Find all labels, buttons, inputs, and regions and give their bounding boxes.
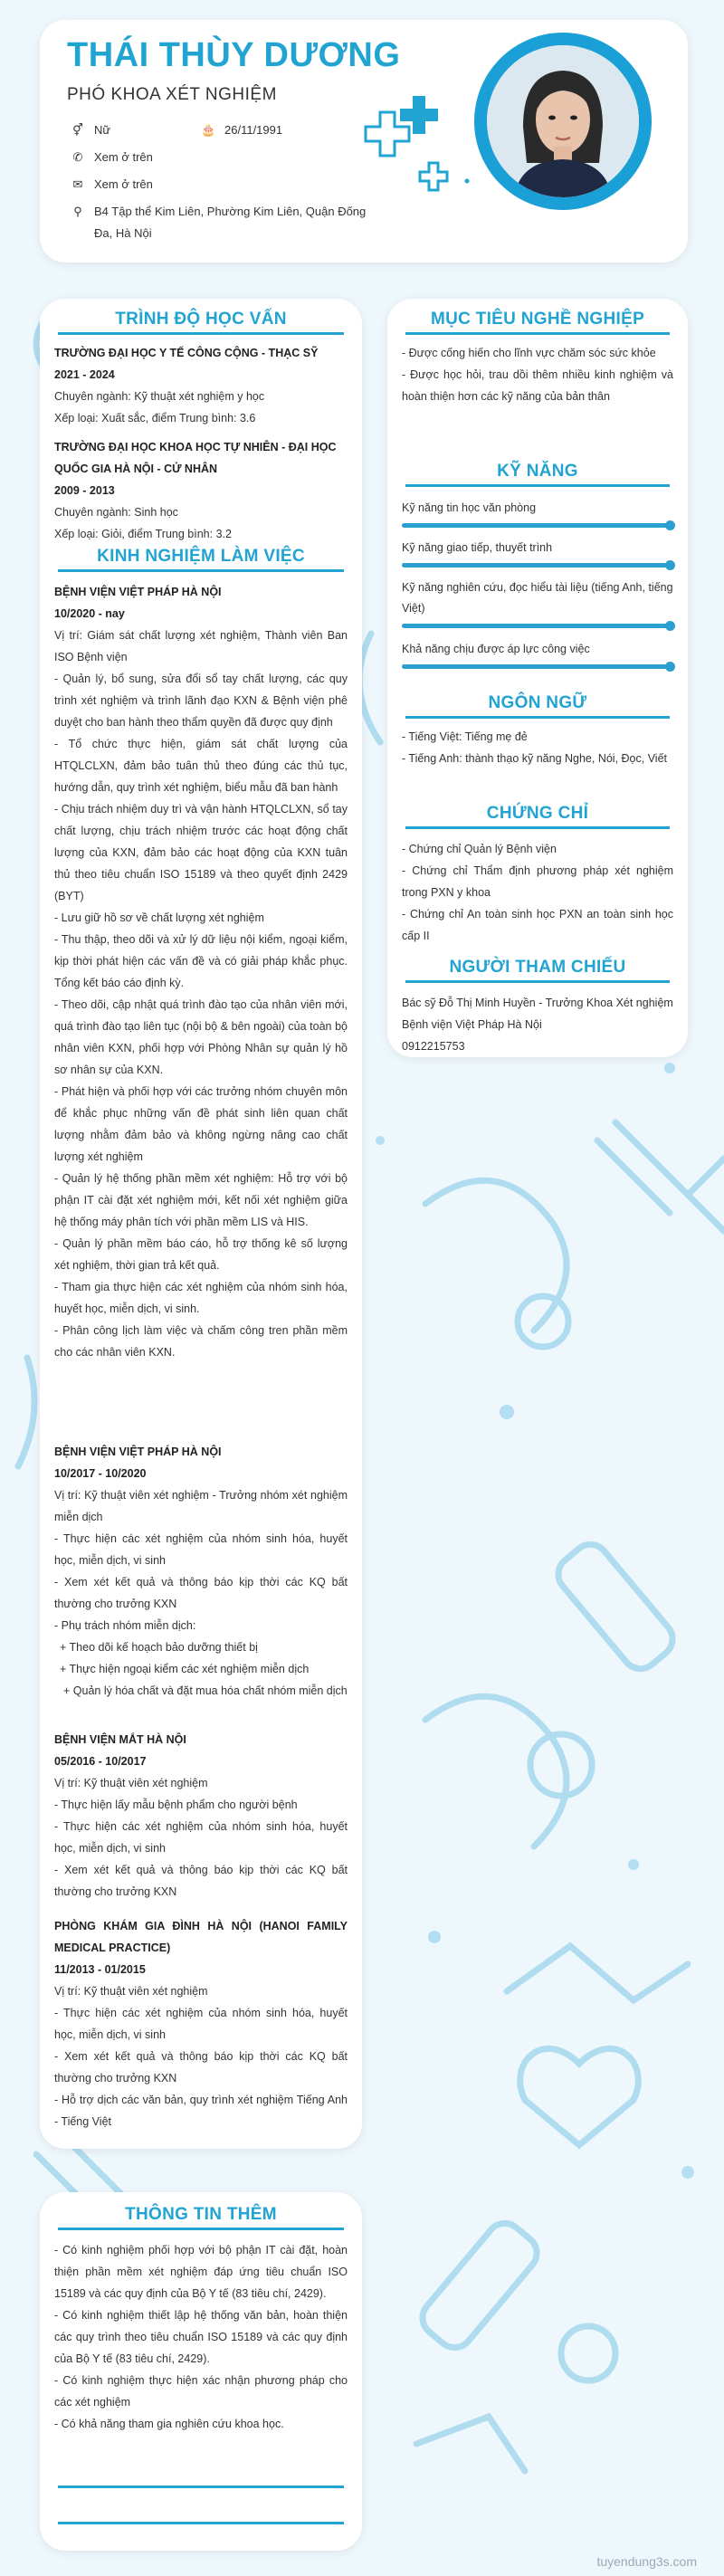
job-role: Vị trí: Giám sát chất lượng xét nghiệm, Thành viên Ban ISO Bệnh viện (54, 629, 348, 663)
job-subduty: + Quản lý hóa chất và đặt mua hóa chất nhóm miễn dịch (63, 1684, 348, 1697)
skill-name: Kỹ năng tin học văn phòng (402, 501, 537, 514)
divider-line (58, 2485, 344, 2488)
gender-icon: ⚥ (72, 123, 83, 137)
education-school: TRƯỜNG ĐẠI HỌC Y TẾ CÔNG CỘNG - THẠC SỸ (54, 347, 319, 359)
job-company: BỆNH VIỆN VIỆT PHÁP HÀ NỘI (54, 1445, 222, 1458)
additional-line: - Có kinh nghiệm phối hợp với bộ phận IT cài đặt, hoàn thiện phần mềm xét nghiệm đáp ứng tiêu chuẩn ISO 15189 và các quy định của Bộ Y tế (83 tiêu chí, 2429). (54, 2244, 348, 2300)
job-duty: - Chịu trách nhiệm duy trì và vận hành HTQLCLXN, sổ tay chất lượng, chịu trách nhiệm trước các hoạt động chất lượng của KXN, đảm bảo các hoạt động của KXN tuân thủ theo tiêu chuẩn ISO 15189 và theo quyết định 2429 (BYT) (54, 803, 348, 902)
address-row (71, 201, 387, 244)
profile-photo (474, 33, 652, 210)
job-1 (54, 581, 348, 1363)
job-duty: - Phụ trách nhóm miễn dịch: (54, 1619, 196, 1632)
education-school: TRƯỜNG ĐẠI HỌC KHOA HỌC TỰ NHIÊN - ĐẠI HỌC QUỐC GIA HÀ NỘI - CỬ NHÂN (54, 441, 337, 475)
email-row (71, 174, 153, 196)
job-subduty: + Theo dõi kế hoạch bảo dưỡng thiết bị (60, 1641, 258, 1654)
language-line: - Tiếng Việt: Tiếng mẹ đẻ (402, 730, 528, 743)
phone-icon: ✆ (72, 150, 83, 164)
skill-item (402, 498, 673, 528)
job-duty: - Xem xét kết quả và thông báo kịp thời các KQ bất thường cho trưởng KXN (54, 1576, 348, 1610)
certificate-line: - Chứng chỉ Quản lý Bệnh viện (402, 843, 557, 855)
left-column-card (40, 299, 362, 2149)
experience-section-title: KINH NGHIỆM LÀM VIỆC (58, 547, 344, 572)
medical-cross-decoration (357, 91, 474, 199)
job-company: PHÒNG KHÁM GIA ĐÌNH HÀ NỘI (HANOI FAMILY MEDICAL PRACTICE) (54, 1920, 348, 1954)
job-role: Vị trí: Kỹ thuật viên xét nghiệm - Trưởng nhóm xét nghiệm miễn dịch (54, 1489, 348, 1523)
reference-section-title: NGƯỜI THAM CHIẾU (405, 958, 670, 983)
reference-phone: 0912215753 (402, 1040, 465, 1053)
job-role: Vị trí: Kỹ thuật viên xét nghiệm (54, 1777, 208, 1789)
job-subduty: + Thực hiện ngoại kiểm các xét nghiệm miễn dịch (60, 1663, 310, 1675)
mail-icon: ✉ (72, 177, 83, 191)
job-duty: - Thu thập, theo dõi và xử lý dữ liệu nội kiểm, ngoại kiểm, kịp thời phát hiện các vấn đề và có giải pháp khắc phục. Tổng kết báo cáo định kỳ. (54, 933, 348, 989)
education-time: 2021 - 2024 (54, 368, 115, 381)
job-duty: - Tổ chức thực hiện, giám sát chất lượng của HTQLCLXN, đảm bảo tuân thủ theo đúng các thủ tục, hướng dẫn, quy trình xét nghiệm, biểu mẫu đã ban hành (54, 738, 348, 794)
objective-section-title: MỤC TIÊU NGHỀ NGHIỆP (405, 310, 670, 335)
job-duty: - Phát hiện và phối hợp với các trưởng nhóm chuyên môn để khắc phục những vấn đề phát sinh liên quan chất lượng nhằm đảm bảo và không ngừng nâng cao chất lượng xét nghiệm (54, 1085, 348, 1163)
job-role: Vị trí: Kỹ thuật viên xét nghiệm (54, 1985, 208, 1998)
job-duty: - Thực hiện các xét nghiệm của nhóm sinh hóa, huyết học, miễn dịch, vi sinh (54, 1820, 348, 1855)
education-item-1 (54, 342, 348, 429)
skill-item (402, 639, 673, 669)
job-duty: - Theo dõi, cập nhật quá trình đào tạo của nhân viên mới, quá trình đào tạo liên tục (nội bộ & bên ngoài) của toàn bộ nhân viên KXN, phối hợp với Phòng Nhân sự quản lý hồ sơ nhân sự của KXN. (54, 998, 348, 1076)
languages-section-title: NGÔN NGỮ (405, 693, 670, 719)
skill-level-bar (402, 523, 673, 528)
reference-line: Bác sỹ Đỗ Thị Minh Huyền - Trưởng Khoa Xét nghiệm Bệnh viện Việt Pháp Hà Nội (402, 997, 673, 1031)
education-grade: Xếp loại: Giỏi, điểm Trung bình: 3.2 (54, 528, 232, 540)
gender-value: Nữ (94, 123, 111, 137)
skill-level-bar (402, 563, 673, 568)
job-time: 10/2017 - 10/2020 (54, 1467, 147, 1480)
language-line: - Tiếng Anh: thành thạo kỹ năng Nghe, Nói, Đọc, Viết (402, 752, 668, 765)
watermark: tuyendung3s.com (596, 2554, 697, 2569)
skill-name: Khả năng chịu được áp lực công việc (402, 643, 590, 655)
job-duty: - Tham gia thực hiện các xét nghiệm của nhóm sinh hóa, huyết học, miễn dịch, vi sinh. (54, 1281, 348, 1315)
phone-row (71, 147, 153, 168)
job-time: 11/2013 - 01/2015 (54, 1963, 146, 1976)
full-name: THÁI THÙY DƯƠNG (67, 36, 401, 74)
header-card (40, 20, 688, 262)
cake-icon: 🎂 (201, 123, 216, 137)
additional-line: - Có kinh nghiệm thực hiện xác nhận phương pháp cho các xét nghiệm (54, 2374, 348, 2409)
education-item-2 (54, 436, 348, 545)
education-time: 2009 - 2013 (54, 484, 115, 497)
skill-level-bar (402, 664, 673, 669)
job-company: BỆNH VIỆN MẮT HÀ NỘI (54, 1733, 186, 1746)
job-duty: - Hỗ trợ dịch các văn bản, quy trình xét nghiệm Tiếng Anh - Tiếng Việt (54, 2094, 348, 2128)
additional-info-card (40, 2192, 362, 2551)
job-position: PHÓ KHOA XÉT NGHIỆM (67, 85, 277, 104)
education-major: Chuyên ngành: Sinh học (54, 506, 178, 519)
reference-text (402, 992, 673, 1057)
additional-line: - Có kinh nghiệm thiết lập hệ thống văn bản, hoàn thiện các quy trình theo tiêu chuẩn ISO 15189 và các quy định của Bộ Y tế (83 tiêu chí, 2429). (54, 2309, 348, 2365)
email-value[interactable]: Xem ở trên (94, 177, 153, 191)
skill-name: Kỹ năng nghiên cứu, đọc hiểu tài liệu (tiếng Anh, tiếng Việt) (402, 581, 673, 615)
job-2 (54, 1441, 348, 1702)
skill-name: Kỹ năng giao tiếp, thuyết trình (402, 541, 553, 554)
address-value: B4 Tập thể Kim Liên, Phường Kim Liên, Quận Đống Đa, Hà Nội (94, 205, 367, 241)
objective-line: - Được học hỏi, trau dồi thêm nhiều kinh nghiệm và hoàn thiện hơn các kỹ năng của bản thân (402, 368, 673, 403)
additional-line: - Có khả năng tham gia nghiên cứu khoa học. (54, 2418, 284, 2430)
job-3 (54, 1729, 348, 1903)
job-time: 10/2020 - nay (54, 607, 125, 620)
objective-text (402, 342, 673, 407)
avatar (487, 45, 639, 197)
birthday-row (201, 119, 282, 141)
job-duty: - Lưu giữ hồ sơ về chất lượng xét nghiệm (54, 911, 264, 924)
certificate-line: - Chứng chỉ An toàn sinh học PXN an toàn sinh học cấp II (402, 908, 673, 942)
job-duty: - Thực hiện lấy mẫu bệnh phẩm cho người bệnh (54, 1798, 298, 1811)
skill-item (402, 538, 673, 568)
divider-line (58, 2522, 344, 2524)
education-grade: Xếp loại: Xuất sắc, điểm Trung bình: 3.6 (54, 412, 256, 425)
job-time: 05/2016 - 10/2017 (54, 1755, 147, 1768)
right-column-card (387, 299, 688, 1057)
job-duty: - Xem xét kết quả và thông báo kịp thời các KQ bất thường cho trưởng KXN (54, 2050, 348, 2085)
languages-text (402, 726, 673, 769)
job-duty: - Thực hiện các xét nghiệm của nhóm sinh hóa, huyết học, miễn dịch, vi sinh (54, 2007, 348, 2041)
job-duty: - Xem xét kết quả và thông báo kịp thời các KQ bất thường cho trưởng KXN (54, 1864, 348, 1898)
additional-text (54, 2239, 348, 2435)
objective-line: - Được cống hiến cho lĩnh vực chăm sóc sức khỏe (402, 347, 656, 359)
job-duty: - Phân công lịch làm việc và chấm công tren phần mềm cho các nhân viên KXN. (54, 1324, 348, 1359)
certificate-line: - Chứng chỉ Thẩm định phương pháp xét nghiệm trong PXN y khoa (402, 864, 673, 899)
certificates-section-title: CHỨNG CHỈ (405, 804, 670, 829)
job-duty: - Thực hiện các xét nghiệm của nhóm sinh hóa, huyết học, miễn dịch, vi sinh (54, 1532, 348, 1567)
gender-row (71, 119, 110, 141)
job-duty: - Quản lý hệ thống phần mềm xét nghiệm: Hỗ trợ với bộ phận IT cài đặt xét nghiệm mới, kết nối xét nghiệm giữa hệ thống máy phân tích với phần mềm LIS và HIS. (54, 1172, 348, 1228)
education-major: Chuyên ngành: Kỹ thuật xét nghiệm y học (54, 390, 265, 403)
birthday-value: 26/11/1991 (224, 123, 283, 137)
education-section-title: TRÌNH ĐỘ HỌC VẤN (58, 310, 344, 335)
skills-section-title: KỸ NĂNG (405, 462, 670, 487)
skill-item (402, 577, 673, 628)
job-duty: - Quản lý, bổ sung, sửa đổi sổ tay chất lượng, các quy trình xét nghiệm và trình lãnh đạo KXN & Bệnh viện phê duyệt cho ban hành theo thẩm quyền đã được quy định (54, 673, 348, 729)
certificates-text (402, 838, 673, 947)
job-company: BỆNH VIỆN VIỆT PHÁP HÀ NỘI (54, 586, 222, 598)
job-4 (54, 1915, 348, 2132)
skill-level-bar (402, 624, 673, 628)
job-duty: - Quản lý phần mềm báo cáo, hỗ trợ thống kê số lượng xét nghiệm, thời gian trả kết quả. (54, 1237, 348, 1272)
location-pin-icon: ⚲ (73, 205, 82, 218)
phone-value[interactable]: Xem ở trên (94, 150, 153, 164)
additional-section-title: THÔNG TIN THÊM (58, 2205, 344, 2230)
